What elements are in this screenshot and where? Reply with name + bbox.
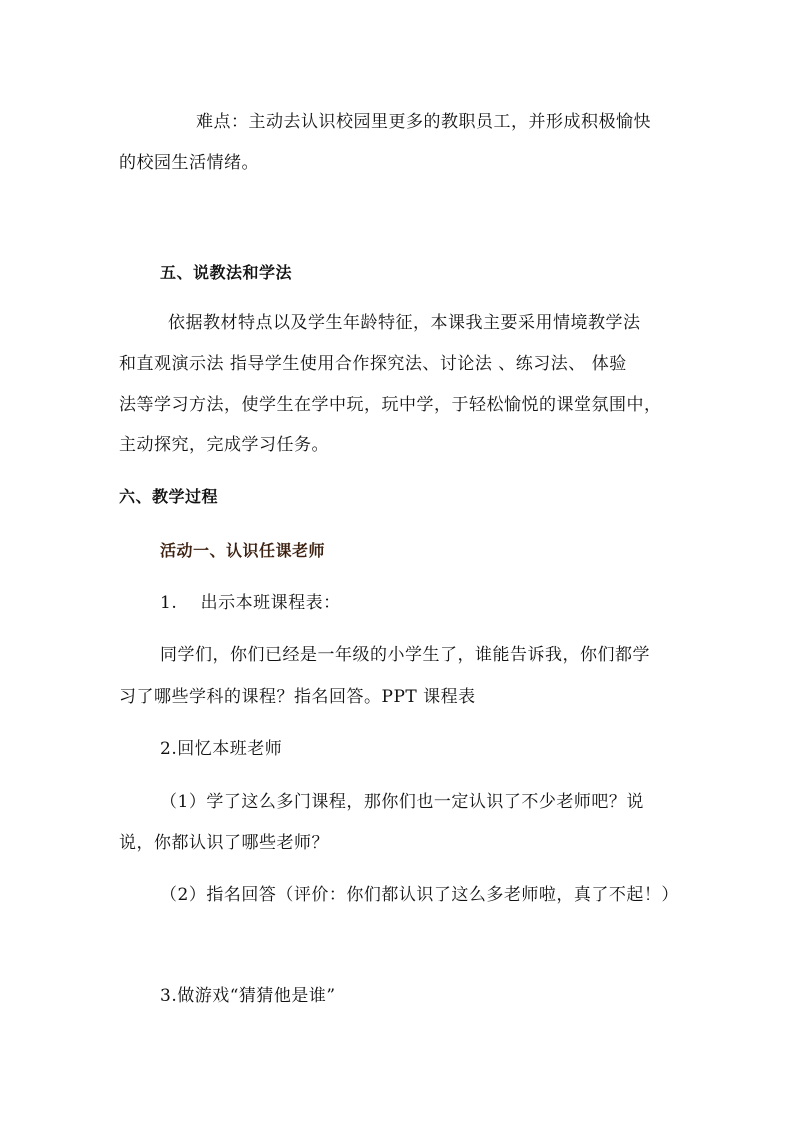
step-1-title: 1. 出示本班课程表：	[160, 593, 341, 613]
section-5-paragraph-line-3: 法等学习方法，使学生在学中玩，玩中学，于轻松愉悦的课堂氛围中，	[119, 395, 662, 415]
section-5-paragraph-line-1: 依据教材特点以及学生年龄特征，本课我主要采用情境教学法	[168, 313, 641, 333]
section-5-paragraph-line-2: 和直观演示法 指导学生使用合作探究法、讨论法 、练习法、 体验	[119, 354, 627, 374]
difficulty-line-1: 难点：主动去认识校园里更多的教职员工，并形成积极愉快	[196, 112, 651, 132]
section-6-heading: 六、教学过程	[119, 487, 219, 506]
activity-1-title: 活动一、认识任课老师	[160, 541, 326, 560]
section-5-paragraph-line-4: 主动探究，完成学习任务。	[119, 435, 329, 455]
step-2-answer: （2）指名回答（评价：你们都认识了这么多老师啦，真了不起！）	[160, 885, 679, 905]
step-2-title: 2.回忆本班老师	[160, 739, 283, 759]
step-1-paragraph-line-1: 同学们，你们已经是一年级的小学生了，谁能告诉我，你们都学	[160, 645, 650, 665]
difficulty-line-2: 的校园生活情绪。	[119, 153, 259, 173]
step-2-question-line-1: （1）学了这么多门课程，那你们也一定认识了不少老师吧？说	[160, 792, 644, 812]
step-2-question-line-2: 说，你都认识了哪些老师？	[119, 833, 329, 853]
step-1-paragraph-line-2: 习了哪些学科的课程？指名回答。PPT 课程表	[119, 687, 476, 707]
section-5-heading: 五、说教法和学法	[160, 263, 293, 282]
step-3-title: 3.做游戏“猜猜他是谁”	[160, 986, 336, 1006]
